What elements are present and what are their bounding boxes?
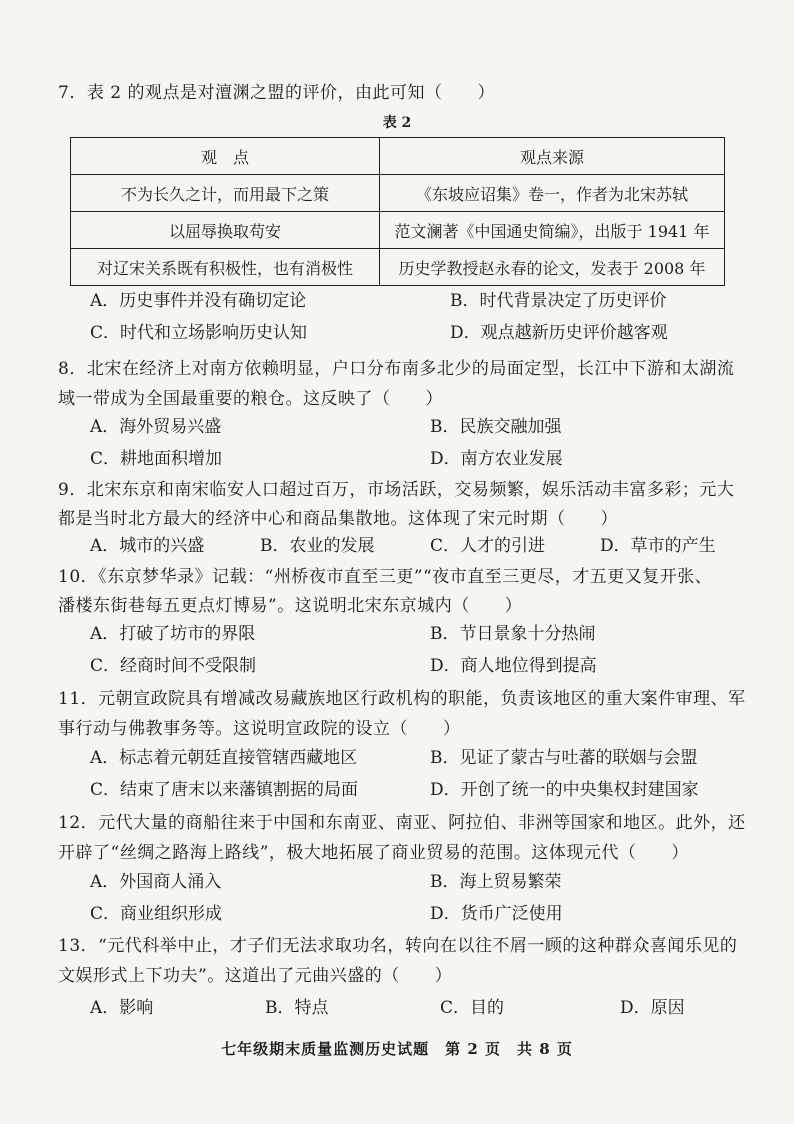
option-c[interactable]: C．经商时间不受限制 — [90, 656, 257, 676]
option-c[interactable]: C．商业组织形成 — [90, 904, 223, 924]
option-a[interactable]: A．影响 — [90, 998, 154, 1018]
option-c[interactable]: C．时代和立场影响历史认知 — [90, 323, 308, 343]
option-a[interactable]: A．历史事件并没有确切定论 — [90, 291, 307, 311]
table-cell: 对辽宋关系既有积极性，也有消极性 — [71, 249, 380, 286]
question-10-stem-line-1: 10．《东京梦华录》记载：“州桥夜市直至三更”“夜市直至三更尽，才五更又复开张、 — [58, 567, 713, 587]
table-cell: 以屈辱换取苟安 — [71, 212, 380, 249]
table-row — [71, 212, 725, 249]
table-header-cell: 观 点 — [71, 138, 380, 175]
question-7-stem: 7．表 2 的观点是对澶渊之盟的评价，由此可知（ ） — [58, 83, 495, 103]
option-b[interactable]: B．民族交融加强 — [430, 417, 562, 437]
question-10-stem-line-2: 潘楼东街巷每五更点灯博易”。这说明北宋东京城内（ ） — [58, 596, 523, 616]
viewpoint-table — [70, 137, 725, 286]
option-a[interactable]: A．海外贸易兴盛 — [90, 417, 222, 437]
option-b[interactable]: B．节日景象十分热闹 — [430, 624, 596, 644]
question-7-options-row-2 — [90, 319, 750, 347]
option-d[interactable]: D．南方农业发展 — [430, 449, 563, 469]
option-a[interactable]: A．外国商人涌入 — [90, 872, 222, 892]
option-b[interactable]: B．农业的发展 — [260, 536, 375, 556]
option-c[interactable]: C．人才的引进 — [430, 536, 546, 556]
option-b[interactable]: B．见证了蒙古与吐蕃的联姻与会盟 — [430, 748, 698, 768]
page-footer: 七年级期末质量监测历史试题 第 2 页 共 8 页 — [221, 1040, 573, 1058]
table-cell: 不为长久之计，而用最下之策 — [71, 175, 380, 212]
option-d[interactable]: D．观点越新历史评价越客观 — [450, 323, 668, 343]
question-9-options-row — [90, 532, 750, 560]
option-b[interactable]: B．海上贸易繁荣 — [430, 872, 562, 892]
question-9-stem-line-2: 都是当时北方最大的经济中心和商品集散地。这体现了宋元时期（ ） — [58, 509, 618, 529]
option-a[interactable]: A．打破了坊市的界限 — [90, 624, 256, 644]
question-11-stem-line-2: 事行动与佛教事务等。这说明宣政院的设立（ ） — [58, 719, 461, 739]
question-8-stem-line-2: 域一带成为全国最重要的粮仓。这反映了（ ） — [58, 389, 443, 409]
table-caption: 表 2 — [382, 115, 412, 131]
option-c[interactable]: C．耕地面积增加 — [90, 449, 223, 469]
question-11-options-row-1 — [90, 744, 750, 772]
question-13-stem-line-1: 13．“元代科举中止，才子们无法求取功名，转向在以往不屑一顾的这种群众喜闻乐见的 — [58, 936, 738, 956]
question-11-stem-line-1: 11．元朝宣政院具有增减改易藏族地区行政机构的职能，负责该地区的重大案件审理、军 — [58, 689, 746, 709]
option-b[interactable]: B．时代背景决定了历史评价 — [450, 291, 667, 311]
question-8-options-row-1 — [90, 413, 750, 441]
question-8-options-row-2 — [90, 445, 750, 473]
question-10-options-row-1 — [90, 620, 750, 648]
question-12-options-row-2 — [90, 900, 750, 928]
option-d[interactable]: D．商人地位得到提高 — [430, 656, 597, 676]
question-13-options-row — [90, 994, 750, 1022]
table-cell: 《东坡应诏集》卷一，作者为北宋苏轼 — [380, 175, 725, 212]
table-header-cell: 观点来源 — [380, 138, 725, 175]
option-d[interactable]: D．货币广泛使用 — [430, 904, 563, 924]
question-12-stem-line-1: 12．元代大量的商船往来于中国和东南亚、南亚、阿拉伯、非洲等国家和地区。此外，还 — [58, 813, 746, 833]
table-cell: 范文澜著《中国通史简编》，出版于 1941 年 — [380, 212, 725, 249]
question-11-options-row-2 — [90, 776, 750, 804]
option-b[interactable]: B．特点 — [265, 998, 329, 1018]
option-d[interactable]: D．原因 — [620, 998, 685, 1018]
table-row — [71, 175, 725, 212]
option-a[interactable]: A．城市的兴盛 — [90, 536, 205, 556]
option-c[interactable]: C．目的 — [440, 998, 505, 1018]
table-cell: 历史学教授赵永春的论文，发表于 2008 年 — [380, 249, 725, 286]
question-10-options-row-2 — [90, 652, 750, 680]
option-d[interactable]: D．开创了统一的中央集权封建国家 — [430, 780, 699, 800]
table-row — [71, 249, 725, 286]
question-12-options-row-1 — [90, 868, 750, 896]
question-13-stem-line-2: 文娱形式上下功夫”。这道出了元曲兴盛的（ ） — [58, 966, 453, 986]
question-7-options-row-1 — [90, 287, 750, 315]
table-header-row — [71, 138, 725, 175]
question-12-stem-line-2: 开辟了“丝绸之路海上路线”，极大地拓展了商业贸易的范围。这体现元代（ ） — [58, 843, 689, 863]
option-d[interactable]: D．草市的产生 — [600, 536, 716, 556]
option-a[interactable]: A．标志着元朝廷直接管辖西藏地区 — [90, 748, 358, 768]
question-8-stem-line-1: 8．北宋在经济上对南方依赖明显，户口分布南多北少的局面定型，长江中下游和太湖流 — [58, 359, 735, 379]
question-9-stem-line-1: 9．北宋东京和南宋临安人口超过百万，市场活跃，交易频繁，娱乐活动丰富多彩；元大 — [58, 480, 735, 500]
option-c[interactable]: C．结束了唐末以来藩镇割据的局面 — [90, 780, 359, 800]
